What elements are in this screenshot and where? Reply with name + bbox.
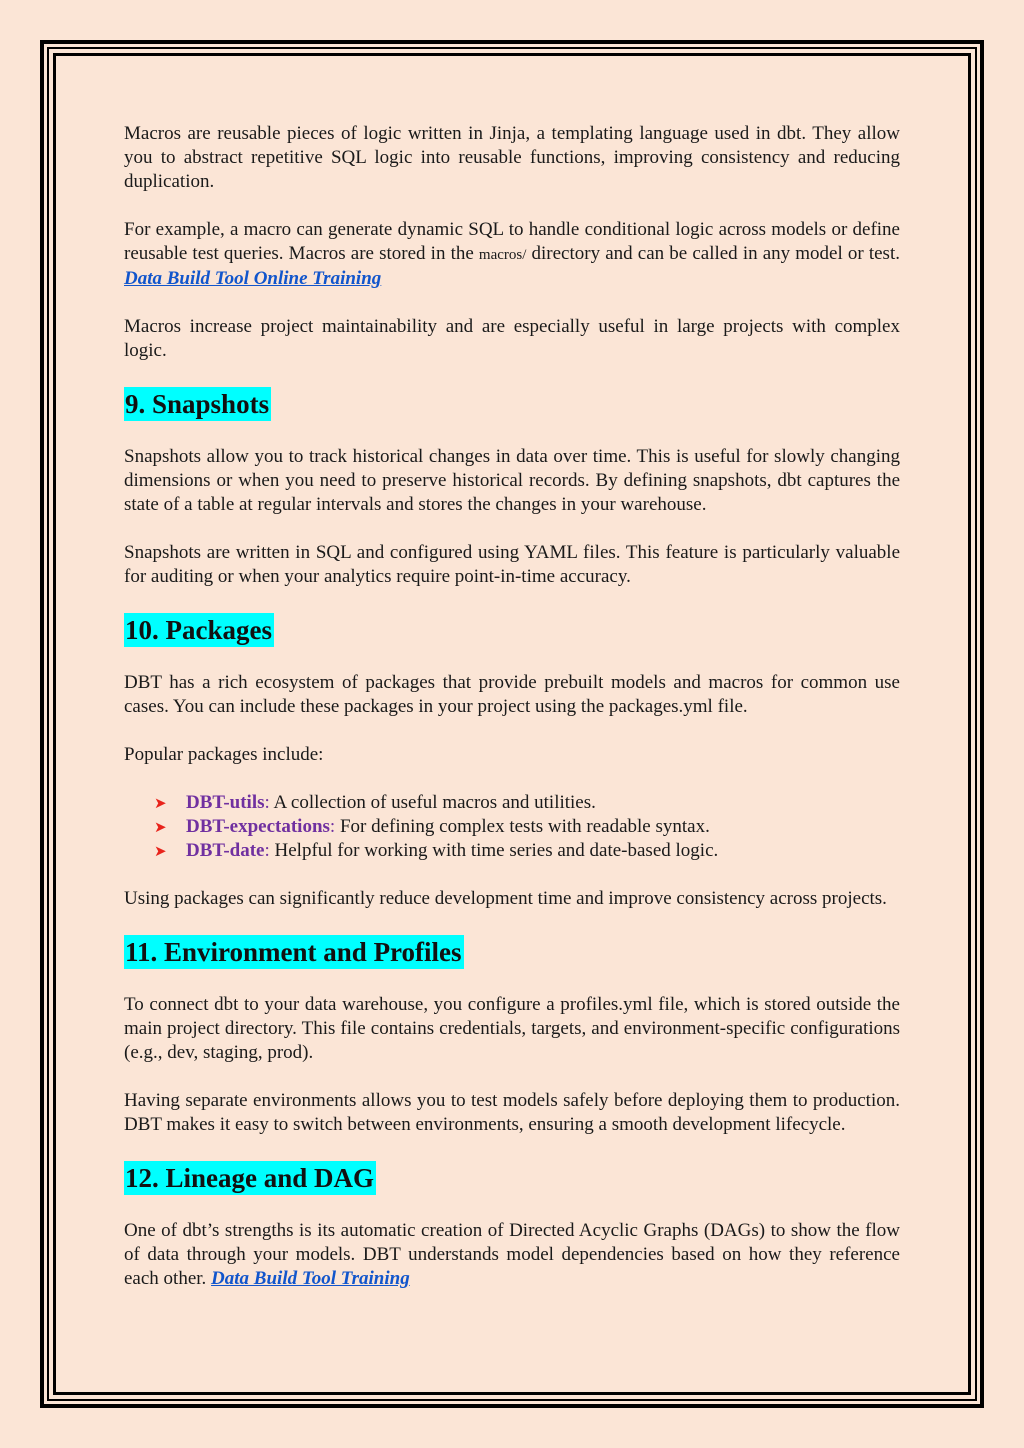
package-term: DBT-expectations — [186, 816, 330, 837]
packages-list — [124, 791, 900, 863]
package-colon: : — [264, 792, 270, 813]
online-training-link[interactable]: Data Build Tool Online Training — [124, 268, 382, 289]
package-term: DBT-date — [186, 840, 265, 861]
packages-paragraph-2: Popular packages include: — [124, 744, 324, 765]
training-link[interactable]: Data Build Tool Training — [211, 1268, 410, 1289]
lineage-paragraph-1 — [124, 1219, 900, 1291]
heading-snapshots: 9. Snapshots — [125, 389, 270, 419]
list-item — [124, 839, 900, 863]
snapshots-paragraph-1: Snapshots allow you to track historical changes in data over time. This is useful for slowly changing dimensions or when you need to preserve historical records. By defining snapshots, dbt captures the state of a table at regular intervals and stores the changes in your warehouse. — [124, 446, 900, 515]
intro-paragraph-3: Macros increase project maintainability and are especially useful in large projects with complex logic. — [124, 316, 900, 361]
intro-paragraph-2 — [124, 218, 900, 291]
heading-lineage-dag: 12. Lineage and DAG — [125, 1163, 375, 1193]
snapshots-paragraph-2: Snapshots are written in SQL and configured using YAML files. This feature is particularly valuable for auditing or when your analytics require point-in-time accuracy. — [124, 542, 900, 587]
heading-packages: 10. Packages — [125, 615, 272, 645]
heading-environment-profiles: 11. Environment and Profiles — [125, 937, 462, 967]
list-item — [124, 791, 900, 815]
list-item — [124, 815, 900, 839]
document-body — [124, 122, 900, 1315]
macros-directory-code: macros/ — [478, 247, 527, 263]
package-colon: : — [329, 816, 336, 837]
lineage-paragraph-text: One of dbt’s strengths is its automatic creation of Directed Acyclic Graphs (DAGs) to show the flow of data through your models. DBT understands model dependencies based on how they reference each other. — [124, 1220, 900, 1289]
package-description: A collection of useful macros and utilities. — [269, 792, 596, 813]
environment-paragraph-2: Having separate environments allows you to test models safely before deploying them to production. DBT makes it easy to switch between environments, ensuring a smooth development lifecycle. — [124, 1090, 900, 1135]
arrow-bullet-icon: ➤ — [154, 794, 167, 812]
intro-paragraph-1: Macros are reusable pieces of logic written in Jinja, a templating language used in dbt. They allow you to abstract repetitive SQL logic into reusable functions, improving consistency and reducing duplication. — [124, 123, 900, 192]
intro-paragraph-2-text-a: For example, a macro can generate dynamic SQL to handle conditional logic across models or define reusable test queries. Macros are stored in the — [124, 219, 900, 264]
package-colon: : — [264, 840, 270, 861]
package-description: For defining complex tests with readable syntax. — [335, 816, 710, 837]
package-term: DBT-utils — [186, 792, 265, 813]
arrow-bullet-icon: ➤ — [154, 818, 167, 836]
arrow-bullet-icon: ➤ — [154, 842, 167, 860]
package-description: Helpful for working with time series and date-based logic. — [269, 840, 719, 861]
intro-paragraph-2-text-b: directory and can be called in any model or test. — [526, 243, 900, 264]
packages-paragraph-1: DBT has a rich ecosystem of packages that provide prebuilt models and macros for common use cases. You can include these packages in your project using the packages.yml file. — [124, 672, 900, 717]
environment-paragraph-1: To connect dbt to your data warehouse, you configure a profiles.yml file, which is stored outside the main project directory. This file contains credentials, targets, and environment-specific configurations (e.g., dev, staging, prod). — [124, 994, 900, 1063]
packages-paragraph-3: Using packages can significantly reduce development time and improve consistency across projects. — [124, 888, 887, 909]
